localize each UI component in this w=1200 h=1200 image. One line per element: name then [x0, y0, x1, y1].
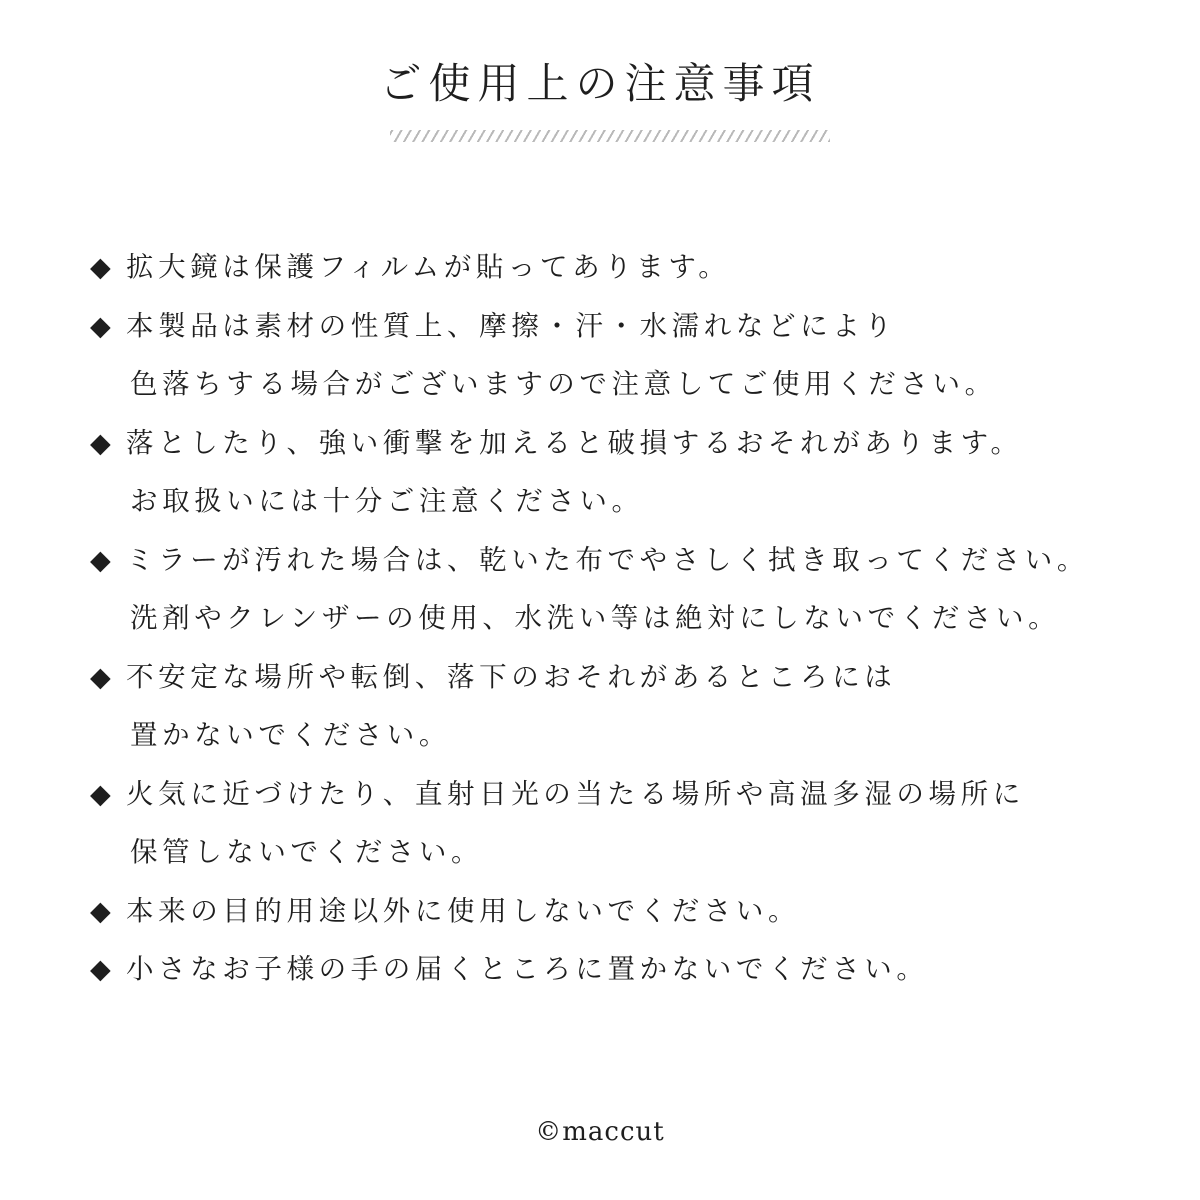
page-title: ご使用上の注意事項 — [379, 59, 821, 108]
caution-line-continued: 洗剤やクレンザーの使用、水洗い等は絶対にしないでください。 — [130, 602, 1061, 634]
caution-text: 落としたり、強い衝撃を加えると破損するおそれがあります。 — [126, 426, 1023, 459]
diamond-bullet-icon: ◆ — [90, 310, 111, 342]
caution-line — [90, 940, 1150, 999]
diamond-bullet-icon: ◆ — [90, 954, 111, 985]
caution-list — [90, 238, 1150, 999]
caution-line — [90, 648, 1150, 707]
caution-text: 本来の目的用途以外に使用しないでください。 — [126, 894, 801, 927]
diamond-bullet-icon: ◆ — [90, 895, 111, 927]
title-divider — [390, 130, 830, 142]
caution-line-continued: 色落ちする場合がございますので注意してご使用ください。 — [130, 368, 997, 400]
caution-line-continued: 置かないでください。 — [130, 719, 451, 751]
caution-text: 火気に近づけたり、直射日光の当たる場所や高温多湿の場所に — [126, 777, 1025, 810]
caution-item — [90, 648, 1150, 765]
diamond-bullet-icon: ◆ — [90, 661, 111, 693]
diamond-bullet-icon: ◆ — [90, 427, 111, 459]
caution-text: 本製品は素材の性質上、摩擦・汗・水濡れなどにより — [126, 309, 897, 342]
caution-line — [90, 238, 1150, 297]
caution-item — [90, 765, 1150, 882]
caution-text: 小さなお子様の手の届くところに置かないでください。 — [126, 953, 929, 985]
caution-line — [90, 531, 1150, 590]
caution-text: ミラーが汚れた場合は、乾いた布でやさしく拭き取ってください。 — [126, 543, 1089, 576]
caution-item — [90, 882, 1150, 941]
diamond-bullet-icon: ◆ — [90, 252, 111, 283]
caution-item — [90, 940, 1150, 999]
caution-text: 拡大鏡は保護フィルムが貼ってあります。 — [126, 251, 731, 283]
diamond-bullet-icon: ◆ — [90, 778, 111, 810]
caution-line-continued: お取扱いには十分ご注意ください。 — [130, 485, 644, 517]
caution-item — [90, 414, 1150, 531]
caution-line — [90, 414, 1150, 473]
caution-line — [90, 765, 1150, 824]
copyright-notice: ©maccut — [535, 1117, 665, 1147]
diamond-bullet-icon: ◆ — [90, 544, 111, 576]
caution-line — [90, 882, 1150, 941]
caution-item — [90, 531, 1150, 648]
caution-line-continued: 保管しないでください。 — [130, 836, 484, 868]
caution-item — [90, 238, 1150, 297]
caution-item — [90, 297, 1150, 414]
caution-text: 不安定な場所や転倒、落下のおそれがあるところには — [126, 660, 897, 693]
caution-line — [90, 297, 1150, 356]
